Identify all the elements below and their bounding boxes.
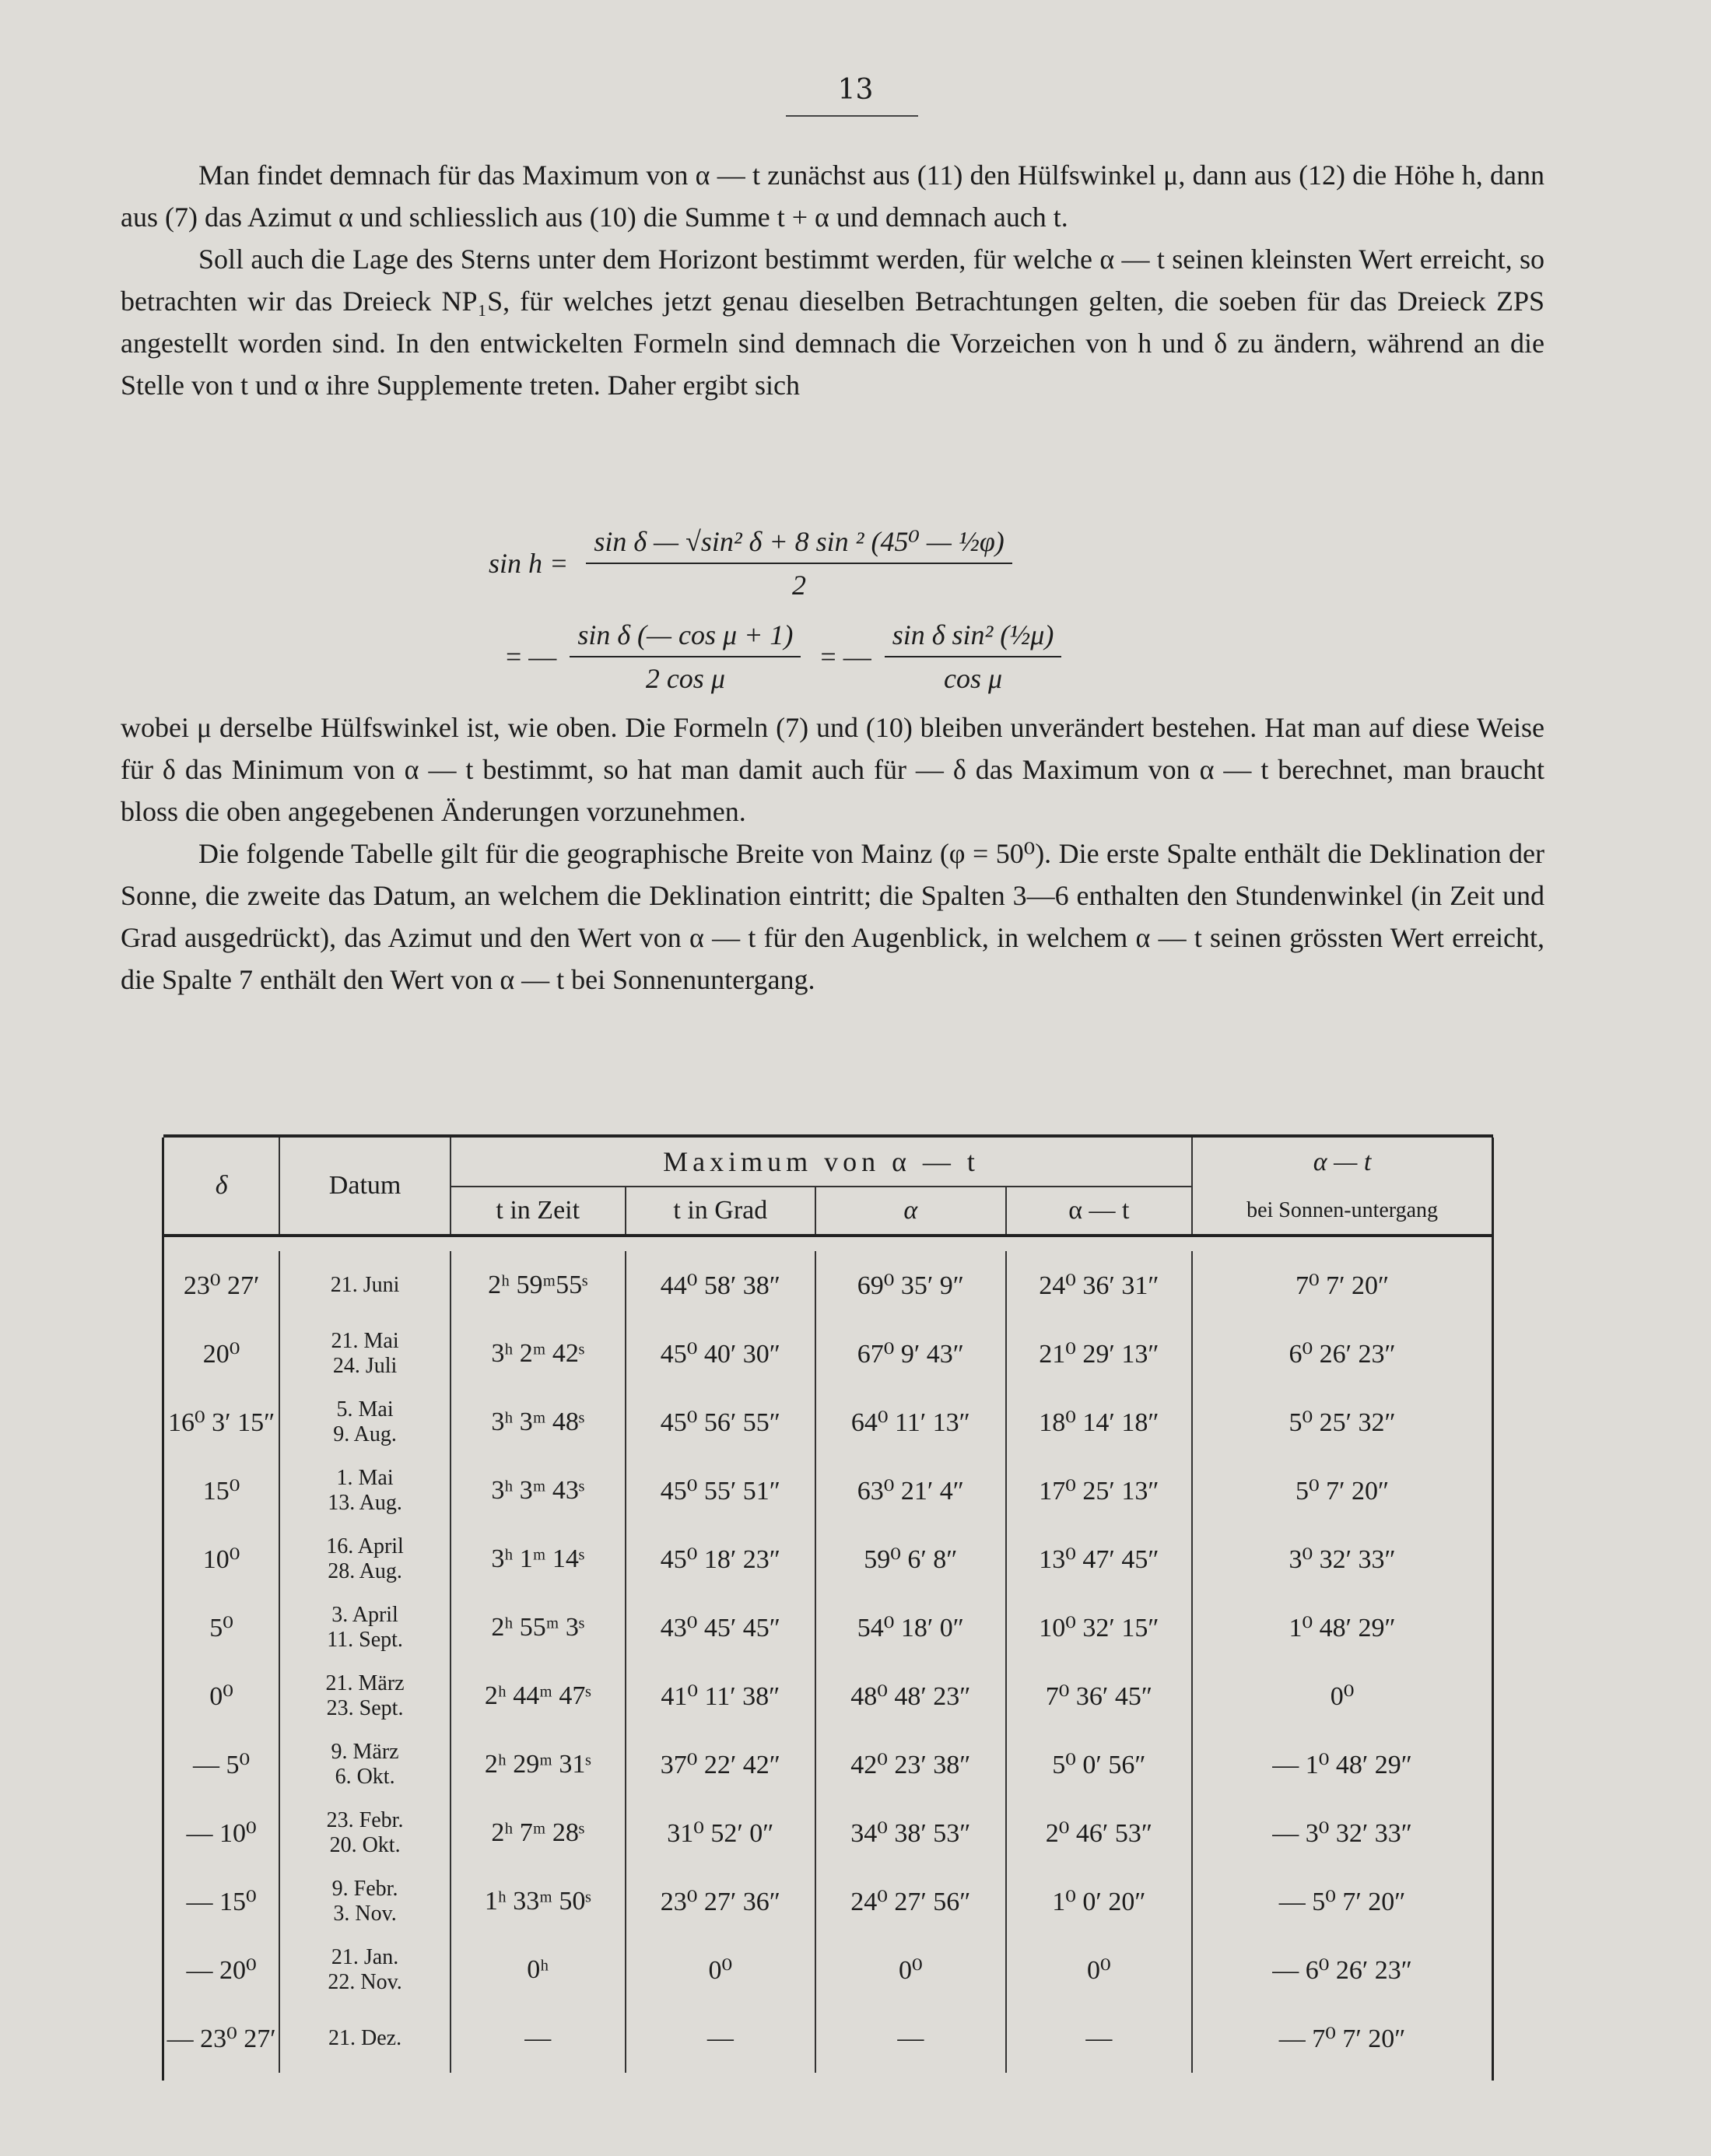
cell-delta: 20⁰: [163, 1320, 280, 1388]
cell-datum: [279, 2004, 451, 2073]
cell-t-grad: 45⁰ 18′ 23″: [626, 1525, 816, 1593]
cell-delta: 5⁰: [163, 1593, 280, 1662]
table-row: [163, 1593, 1493, 1662]
formula-den-3: cos μ: [943, 663, 1003, 694]
cell-sunset: — 6⁰ 26′ 23″: [1192, 1936, 1492, 2004]
cell-t-grad: 45⁰ 40′ 30″: [626, 1320, 816, 1388]
cell-sunset: — 7⁰ 7′ 20″: [1192, 2004, 1492, 2073]
cell-date-line-1: 23. Febr.: [326, 1808, 404, 1832]
cell-t-zeit: 3ʰ 3ᵐ 43ˢ: [451, 1457, 626, 1525]
cell-alpha-t: 7⁰ 36′ 45″: [1006, 1662, 1193, 1730]
cell-alpha: 63⁰ 21′ 4″: [815, 1457, 1006, 1525]
cell-date-line-1: 21. März: [325, 1671, 405, 1695]
cell-alpha: 67⁰ 9′ 43″: [815, 1320, 1006, 1388]
header-alpha: α: [815, 1187, 1006, 1236]
cell-alpha: 54⁰ 18′ 0″: [815, 1593, 1006, 1662]
table-row: [163, 1730, 1493, 1799]
cell-alpha-t: 1⁰ 0′ 20″: [1006, 1867, 1193, 1936]
cell-datum: [279, 1525, 451, 1593]
cell-delta: 23⁰ 27′: [163, 1251, 280, 1320]
cell-delta: — 15⁰: [163, 1867, 280, 1936]
cell-t-zeit: 2ʰ 29ᵐ 31ˢ: [451, 1730, 626, 1799]
cell-alpha-t: 18⁰ 14′ 18″: [1006, 1388, 1193, 1457]
cell-t-zeit: 1ʰ 33ᵐ 50ˢ: [451, 1867, 626, 1936]
cell-delta: — 23⁰ 27′: [163, 2004, 280, 2073]
cell-date-line-2: 24. Juli: [332, 1354, 398, 1378]
cell-sunset: 0⁰: [1192, 1662, 1492, 1730]
header-alpha-t: α — t: [1006, 1187, 1193, 1236]
table: [162, 1134, 1494, 2081]
cell-alpha-t: 0⁰: [1006, 1936, 1193, 2004]
header-delta: δ: [163, 1138, 280, 1236]
cell-delta: — 10⁰: [163, 1799, 280, 1867]
cell-date-line-1: 5. Mai: [336, 1397, 394, 1422]
cell-sunset: — 5⁰ 7′ 20″: [1192, 1867, 1492, 1936]
cell-t-grad: 41⁰ 11′ 38″: [626, 1662, 816, 1730]
formula-line-2: [506, 619, 1061, 695]
cell-t-grad: —: [626, 2004, 816, 2073]
text-block-bottom: [121, 706, 1544, 1001]
paragraph-4: Die folgende Tabelle gilt für die geographische Breite von Mainz (φ = 50⁰). Die erste Spalte enthält die Deklination der Sonne, die zweite das Datum, an welchem die Deklination eintritt; die Spalten 3—6 enthalten den Stundenwinkel (in Zeit und Grad ausgedrückt), das Azimut und den Wert von α — t für den Augenblick, in welchem α — t seinen grössten Wert erreicht, die Spalte 7 enthält den Wert von α — t bei Sonnenuntergang.: [121, 838, 1544, 995]
formula-den-2: 2 cos μ: [645, 663, 725, 694]
table-row: [163, 1936, 1493, 2004]
cell-alpha: 48⁰ 48′ 23″: [815, 1662, 1006, 1730]
paragraph-3: wobei μ derselbe Hülfswinkel ist, wie oben. Die Formeln (7) und (10) bleiben unverändert bestehen. Hat man auf diese Weise für δ das Minimum von α — t bestimmt, so hat man damit auch für — δ das Maximum von α — t berechnet, man braucht bloss die oben angegebenen Änderungen vorzunehmen.: [121, 712, 1544, 827]
text-block-top: [121, 154, 1544, 406]
formula-den-1: 2: [792, 570, 807, 601]
cell-delta: 0⁰: [163, 1662, 280, 1730]
table-row: [163, 1867, 1493, 1936]
cell-date-line-1: 3. April: [331, 1603, 398, 1627]
cell-t-zeit: 3ʰ 3ᵐ 48ˢ: [451, 1388, 626, 1457]
declination-table: [162, 1134, 1494, 2081]
cell-date-line-2: 22. Nov.: [328, 1970, 402, 1994]
table-row: [163, 1457, 1493, 1525]
table-row: [163, 1525, 1493, 1593]
cell-datum: [279, 1251, 451, 1320]
header-t-zeit: t in Zeit: [451, 1187, 626, 1236]
cell-datum: [279, 1730, 451, 1799]
cell-t-grad: 37⁰ 22′ 42″: [626, 1730, 816, 1799]
cell-t-zeit: 3ʰ 2ᵐ 42ˢ: [451, 1320, 626, 1388]
cell-delta: 16⁰ 3′ 15″: [163, 1388, 280, 1457]
cell-sunset: 7⁰ 7′ 20″: [1192, 1251, 1492, 1320]
cell-datum: [279, 1593, 451, 1662]
cell-sunset: 5⁰ 7′ 20″: [1192, 1457, 1492, 1525]
cell-alpha-t: 21⁰ 29′ 13″: [1006, 1320, 1193, 1388]
cell-datum: [279, 1662, 451, 1730]
cell-alpha: 59⁰ 6′ 8″: [815, 1525, 1006, 1593]
formula-lhs: sin h =: [489, 548, 569, 579]
cell-delta: 15⁰: [163, 1457, 280, 1525]
cell-delta: 10⁰: [163, 1525, 280, 1593]
cell-date-line-2: 20. Okt.: [329, 1833, 401, 1857]
cell-date-line-1: 21. Dez.: [328, 2026, 402, 2050]
cell-sunset: 3⁰ 32′ 33″: [1192, 1525, 1492, 1593]
table-bottom-spacer: [163, 2073, 1493, 2081]
formula-eq-2: = —: [506, 641, 557, 672]
header-sunset-bottom: bei Sonnen-untergang: [1192, 1187, 1492, 1236]
cell-date-line-2: 6. Okt.: [335, 1765, 395, 1789]
cell-date-line-1: 1. Mai: [336, 1466, 394, 1490]
paragraph-1: Man findet demnach für das Maximum von α — t zunächst aus (11) den Hülfswinkel μ, dann aus (12) die Höhe h, dann aus (7) das Azimut α und schliesslich aus (10) die Summe t + α und demnach auch t.: [121, 160, 1544, 233]
cell-t-zeit: 0ʰ: [451, 1936, 626, 2004]
cell-alpha-t: —: [1006, 2004, 1193, 2073]
cell-t-grad: 23⁰ 27′ 36″: [626, 1867, 816, 1936]
cell-alpha-t: 10⁰ 32′ 15″: [1006, 1593, 1193, 1662]
cell-datum: [279, 1388, 451, 1457]
cell-sunset: 1⁰ 48′ 29″: [1192, 1593, 1492, 1662]
cell-t-grad: 0⁰: [626, 1936, 816, 2004]
table-row: [163, 2004, 1493, 2073]
cell-t-zeit: 2ʰ 59ᵐ55ˢ: [451, 1251, 626, 1320]
cell-date-line-2: 3. Nov.: [333, 1902, 397, 1926]
cell-t-grad: 43⁰ 45′ 45″: [626, 1593, 816, 1662]
cell-alpha: 24⁰ 27′ 56″: [815, 1867, 1006, 1936]
cell-datum: [279, 1457, 451, 1525]
cell-date-line-2: 28. Aug.: [328, 1559, 402, 1583]
cell-alpha-t: 24⁰ 36′ 31″: [1006, 1251, 1193, 1320]
header-maximum-group: Maximum von α — t: [451, 1138, 1192, 1187]
table-row: [163, 1388, 1493, 1457]
cell-datum: [279, 1320, 451, 1388]
cell-date-line-1: 21. Jan.: [331, 1945, 399, 1969]
cell-delta: — 5⁰: [163, 1730, 280, 1799]
cell-alpha-t: 13⁰ 47′ 45″: [1006, 1525, 1193, 1593]
cell-alpha: 64⁰ 11′ 13″: [815, 1388, 1006, 1457]
cell-alpha-t: 17⁰ 25′ 13″: [1006, 1457, 1193, 1525]
formula-num-2: sin δ (— cos μ + 1): [570, 619, 801, 657]
header-t-grad: t in Grad: [626, 1187, 816, 1236]
cell-t-grad: 31⁰ 52′ 0″: [626, 1799, 816, 1867]
page-number-rule: [786, 115, 918, 117]
cell-t-zeit: 2ʰ 44ᵐ 47ˢ: [451, 1662, 626, 1730]
formula-num-3: sin δ sin² (½μ): [885, 619, 1062, 657]
cell-t-grad: 45⁰ 55′ 51″: [626, 1457, 816, 1525]
formula-num-1: sin δ — √sin² δ + 8 sin ² (45⁰ — ½φ): [586, 525, 1012, 564]
cell-date-line-1: 9. März: [331, 1740, 399, 1764]
table-body: [163, 1251, 1493, 2081]
cell-t-zeit: 3ʰ 1ᵐ 14ˢ: [451, 1525, 626, 1593]
cell-t-zeit: 2ʰ 55ᵐ 3ˢ: [451, 1593, 626, 1662]
table-row: [163, 1251, 1493, 1320]
cell-date-line-1: 9. Febr.: [331, 1877, 398, 1901]
cell-date-line-1: 21. Juni: [330, 1273, 400, 1297]
cell-sunset: — 1⁰ 48′ 29″: [1192, 1730, 1492, 1799]
cell-alpha: 0⁰: [815, 1936, 1006, 2004]
cell-alpha: 69⁰ 35′ 9″: [815, 1251, 1006, 1320]
cell-datum: [279, 1867, 451, 1936]
cell-date-line-1: 16. April: [326, 1534, 404, 1558]
table-row: [163, 1799, 1493, 1867]
formula-fraction-2: [570, 619, 801, 695]
formula-eq-3: = —: [820, 641, 871, 672]
cell-alpha: 42⁰ 23′ 38″: [815, 1730, 1006, 1799]
cell-date-line-1: 21. Mai: [331, 1329, 399, 1353]
cell-date-line-2: 11. Sept.: [327, 1628, 403, 1652]
formula-line-1: [489, 525, 1012, 601]
page-number: 13: [837, 74, 874, 106]
header-datum: Datum: [279, 1138, 451, 1236]
cell-sunset: 6⁰ 26′ 23″: [1192, 1320, 1492, 1388]
cell-alpha-t: 2⁰ 46′ 53″: [1006, 1799, 1193, 1867]
cell-datum: [279, 1799, 451, 1867]
cell-t-zeit: 2ʰ 7ᵐ 28ˢ: [451, 1799, 626, 1867]
cell-delta: — 20⁰: [163, 1936, 280, 2004]
cell-date-line-2: 13. Aug.: [328, 1491, 402, 1515]
cell-date-line-2: 23. Sept.: [326, 1696, 404, 1720]
paragraph-2: Soll auch die Lage des Sterns unter dem Horizont bestimmt werden, für welche α — t seinen kleinsten Wert erreicht, so betrachten wir das Dreieck NP₁S, für welches jetzt genau dieselben Betrachtungen gelten, die soeben für das Dreieck ZPS angestellt worden sind. In den entwickelten Formeln sind demnach die Vorzeichen von h und δ zu ändern, während an die Stelle von t und α ihre Supplemente treten. Daher ergibt sich: [121, 244, 1544, 401]
cell-alpha: —: [815, 2004, 1006, 2073]
formula-fraction-1: [586, 525, 1012, 601]
cell-alpha: 34⁰ 38′ 53″: [815, 1799, 1006, 1867]
header-sunset-top: α — t: [1192, 1138, 1492, 1187]
table-row: [163, 1320, 1493, 1388]
cell-sunset: 5⁰ 25′ 32″: [1192, 1388, 1492, 1457]
formula-fraction-3: [885, 619, 1062, 695]
table-row: [163, 1662, 1493, 1730]
cell-t-grad: 45⁰ 56′ 55″: [626, 1388, 816, 1457]
cell-t-zeit: —: [451, 2004, 626, 2073]
cell-datum: [279, 1936, 451, 2004]
cell-alpha-t: 5⁰ 0′ 56″: [1006, 1730, 1193, 1799]
cell-t-grad: 44⁰ 58′ 38″: [626, 1251, 816, 1320]
cell-date-line-2: 9. Aug.: [333, 1422, 397, 1446]
cell-sunset: — 3⁰ 32′ 33″: [1192, 1799, 1492, 1867]
